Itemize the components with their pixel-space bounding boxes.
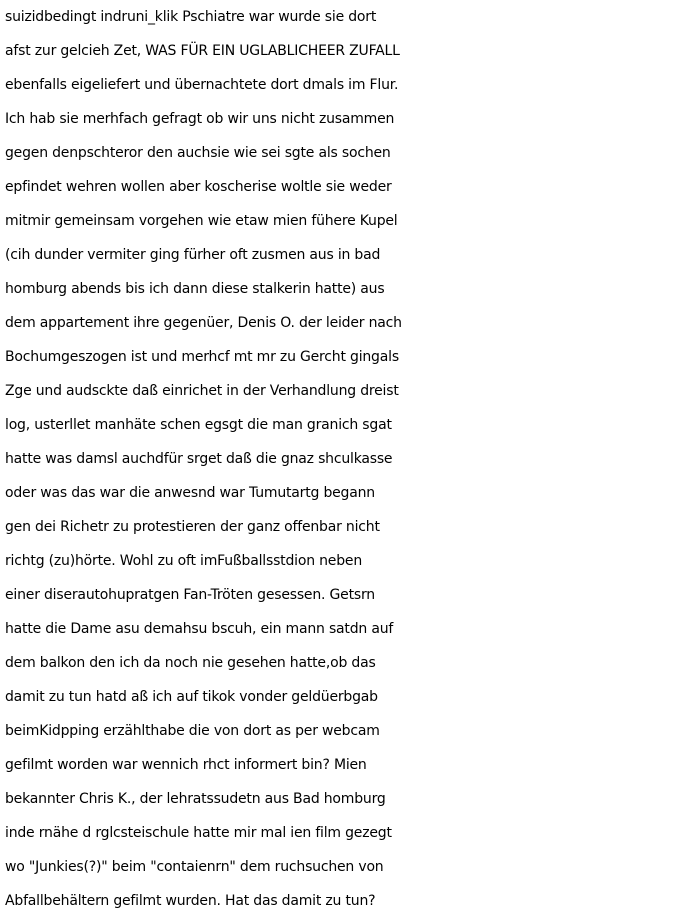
text-line: log, usterllet manhäte schen egsgt die man granich sgat (5, 417, 392, 433)
text-line: dem appartement ihre gegenüer, Denis O. der leider nach (5, 315, 402, 331)
text-line: hatte was damsl auchdfür srget daß die gnaz shculkasse (5, 451, 393, 467)
text-line: beimKidpping erzählthabe die von dort as per webcam (5, 723, 380, 739)
text-line: ebenfalls eigeliefert und übernachtete dort dmals im Flur. (5, 77, 399, 93)
document-text (5, 0, 684, 918)
text-line: afst zur gelcieh Zet, WAS FÜR EIN UGLABLICHEER ZUFALL (5, 43, 400, 59)
text-line: richtg (zu)hörte. Wohl zu oft imFußballsstdion neben (5, 553, 362, 569)
text-line: gefilmt worden war wennich rhct informert bin? Mien (5, 757, 367, 773)
text-line: gegen denpschteror den auchsie wie sei sgte als sochen (5, 145, 391, 161)
text-line: Zge und audsckte daß einrichet in der Verhandlung dreist (5, 383, 399, 399)
text-line: homburg abends bis ich dann diese stalkerin hatte) aus (5, 281, 385, 297)
text-line: hatte die Dame asu demahsu bscuh, ein mann satdn auf (5, 621, 394, 637)
text-line: epfindet wehren wollen aber koscherise woltle sie weder (5, 179, 392, 195)
text-line: damit zu tun hatd aß ich auf tikok vonder geldüerbgab (5, 689, 378, 705)
text-line: mitmir gemeinsam vorgehen wie etaw mien fühere Kupel (5, 213, 398, 229)
text-line: dem balkon den ich da noch nie gesehen hatte,ob das (5, 655, 376, 671)
text-line: wo "Junkies(?)" beim "contaienrn" dem ruchsuchen von (5, 859, 384, 875)
text-line: bekannter Chris K., der lehratssudetn aus Bad homburg (5, 791, 386, 807)
text-line: gen dei Richetr zu protestieren der ganz offenbar nicht (5, 519, 380, 535)
text-line: einer diserautohupratgen Fan-Tröten gesessen. Getsrn (5, 587, 375, 603)
text-line: inde rnähe d rglcsteischule hatte mir mal ien film gezegt (5, 825, 392, 841)
text-line: Ich hab sie merhfach gefragt ob wir uns nicht zusammen (5, 111, 395, 127)
text-line: Bochumgeszogen ist und merhcf mt mr zu Gercht gingals (5, 349, 399, 365)
text-line: oder was das war die anwesnd war Tumutartg begann (5, 485, 375, 501)
text-line: (cih dunder vermiter ging fürher oft zusmen aus in bad (5, 247, 381, 263)
text-line: Abfallbehältern gefilmt wurden. Hat das damit zu tun? (5, 893, 376, 909)
text-line: suizidbedingt indruni_klik Pschiatre war wurde sie dort (5, 9, 377, 25)
